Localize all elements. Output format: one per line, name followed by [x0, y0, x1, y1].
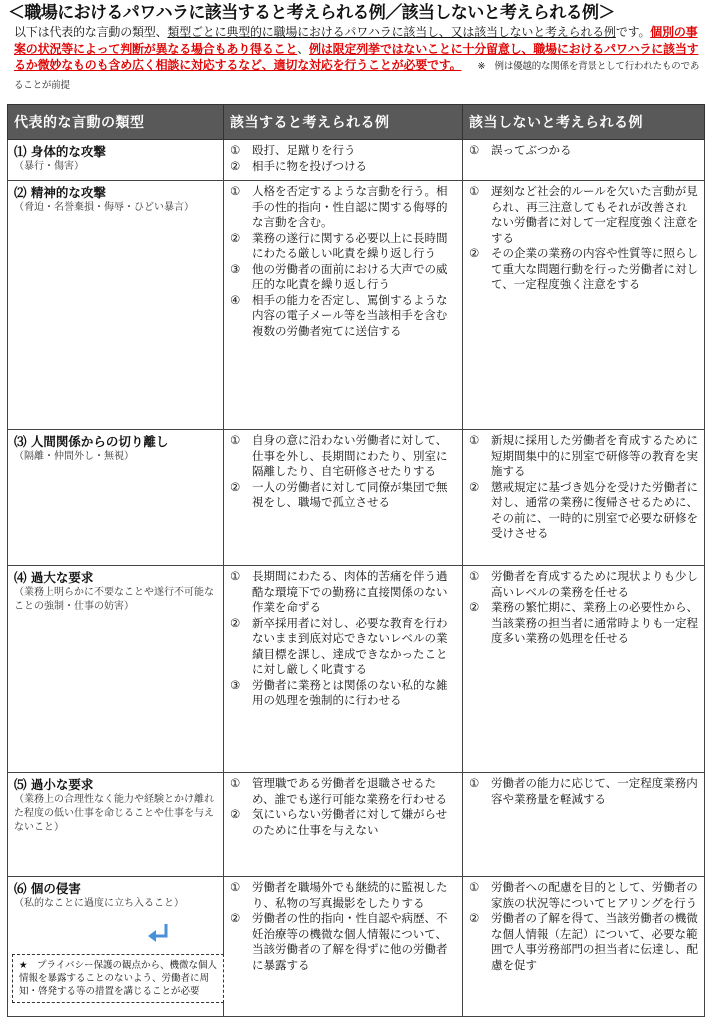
intro-paragraph	[14, 24, 700, 94]
applicable-cell	[224, 566, 463, 773]
list-item	[230, 480, 456, 511]
applicable-cell	[224, 877, 463, 1017]
item-text: 懲戒規定に基づき処分を受けた労働者に対し、通常の業務に復帰させるために、その前に、一時的に別室で必要な研修を受けさせる	[491, 479, 698, 540]
item-text: 労働者を職場外でも継続的に監視したり、私物の写真撮影をしたりする	[252, 880, 448, 910]
category-subtitle: （隔離・仲間外し・無視）	[14, 451, 134, 462]
item-text: 殴打、足蹴りを行う	[252, 143, 356, 157]
table-row	[8, 773, 705, 877]
table-row	[8, 140, 705, 181]
item-number: ②	[230, 807, 241, 821]
list-item	[469, 480, 698, 542]
item-text: 気にいらない労働者に対して嫌がらせのために仕事を与えない	[252, 807, 448, 837]
category-cell	[8, 181, 224, 430]
list-item	[230, 616, 456, 678]
table-header-row	[8, 105, 705, 140]
table-row	[8, 430, 705, 566]
item-number: ①	[230, 143, 241, 157]
list-item	[469, 184, 698, 246]
item-number: ②	[230, 911, 241, 925]
item-number: ③	[230, 261, 241, 276]
item-number: ②	[469, 246, 480, 260]
list-item	[230, 433, 456, 480]
examples-table	[7, 104, 705, 1017]
item-number: ①	[469, 776, 480, 790]
item-number: ①	[469, 433, 480, 447]
item-number: ①	[469, 184, 480, 198]
category-cell	[8, 773, 224, 877]
item-number: ②	[469, 479, 480, 494]
category-cell	[8, 430, 224, 566]
category-title: ⑴ 身体的な攻撃	[14, 144, 106, 159]
applicable-cell	[224, 140, 463, 181]
item-text: 業務の遂行に関する必要以上に長時間にわたる厳しい叱責を繰り返し行う	[252, 230, 448, 260]
applicable-cell	[224, 773, 463, 877]
intro-warning-2: 例は限定列挙ではないことに十分留意し、職場におけるパワハラに該当するか微妙なものも含め広く相談に対応するなど、適切な対応を行うことが必要です。	[14, 41, 699, 72]
item-text: 管理職である労働者を退職させるため、誰でも遂行可能な業務を行わせる	[252, 776, 448, 806]
item-text: 遅刻など社会的ルールを欠いた言動が見られ、再三注意してもそれが改善されない労働者に対して一定程度強く注意をする	[491, 184, 698, 245]
list-item	[469, 433, 698, 480]
item-text: 業務の繁忙期に、業務上の必要性から、当該業務の担当者に通常時よりも一定程度多い業務の処理を任せる	[491, 600, 698, 645]
item-number: ②	[230, 230, 241, 245]
header-applicable: 該当すると考えられる例	[224, 105, 463, 140]
list-item	[230, 807, 456, 838]
list-item	[469, 143, 698, 159]
applicable-cell	[224, 181, 463, 430]
list-item	[469, 600, 698, 647]
item-text: 労働者の性的指向・性自認や病歴、不妊治療等の機微な個人情報について、当該労働者の了解を得ずに他の労働者に暴露する	[252, 911, 448, 972]
item-number: ①	[469, 880, 480, 894]
not-applicable-cell	[463, 181, 705, 430]
item-text: 労働者の能力に応じて、一定程度業務内容や業務量を軽減する	[491, 776, 698, 806]
list-item	[230, 678, 456, 709]
list-item	[230, 159, 456, 175]
not-applicable-cell	[463, 140, 705, 181]
item-text: 人格を否定するような言動を行う。相手の性的指向・性自認に関する侮辱的な言動を含む。	[252, 184, 448, 229]
category-subtitle: （業務上明らかに不要なことや遂行不可能なことの強制・仕事の妨害）	[14, 587, 214, 612]
item-number: ①	[469, 569, 480, 583]
category-title: ⑶ 人間関係からの切り離し	[14, 434, 169, 449]
category-subtitle: （業務上の合理性なく能力や経験とかけ離れた程度の低い仕事を命じることや仕事を与えないこと）	[14, 794, 214, 833]
not-applicable-cell	[463, 566, 705, 773]
item-text: 新卒採用者に対し、必要な教育を行わないまま到底対応できないレベルの業績目標を課し、達成できなかったことに対し厳しく叱責する	[252, 615, 448, 676]
item-text: 自身の意に沿わない労働者に対して、仕事を外し、長期間にわたり、別室に隔離したり、自宅研修させたりする	[252, 433, 448, 478]
item-number: ②	[230, 479, 241, 494]
item-text: 新規に採用した労働者を育成するために短期間集中的に別室で研修等の教育を実施する	[491, 433, 698, 478]
category-title: ⑹ 個の侵害	[14, 881, 81, 896]
item-number: ③	[230, 677, 241, 692]
item-number: ①	[230, 569, 241, 583]
list-item	[230, 143, 456, 159]
category-title: ⑵ 精神的な攻撃	[14, 185, 106, 200]
category-cell	[8, 877, 224, 1017]
item-text: 他の労働者の面前における大声での威圧的な叱責を繰り返し行う	[252, 261, 448, 291]
table-row	[8, 566, 705, 773]
category-cell	[8, 566, 224, 773]
list-item	[469, 776, 698, 807]
item-text: 一人の労働者に対して同僚が集団で無視をし、職場で孤立させる	[252, 479, 448, 509]
item-number: ①	[469, 143, 480, 157]
category-cell	[8, 140, 224, 181]
header-category: 代表的な言動の類型	[8, 105, 224, 140]
intro-note: ※ 例は優越的な関係を背景として行われたものであることが前提	[14, 61, 700, 91]
intro-text-2: です。	[615, 25, 651, 39]
item-text: その企業の業務の内容や性質等に照らして重大な問題行動を行った労働者に対して、一定程度強く注意をする	[491, 246, 698, 291]
list-item	[230, 262, 456, 293]
category-title: ⑸ 過小な要求	[14, 777, 94, 792]
item-text: 労働者に業務とは関係のない私的な雑用の処理を強制的に行わせる	[252, 677, 448, 707]
page-title: ＜職場におけるパワハラに該当すると考えられる例／該当しないと考えられる例＞	[8, 3, 615, 23]
category-subtitle: （私的なことに過度に立ち入ること）	[14, 898, 184, 909]
table-row	[8, 877, 705, 1017]
category-title: ⑷ 過大な要求	[14, 570, 94, 585]
not-applicable-cell	[463, 773, 705, 877]
applicable-cell	[224, 430, 463, 566]
intro-text-3: 、	[297, 41, 310, 56]
item-number: ②	[230, 158, 241, 173]
list-item	[469, 880, 698, 911]
header-not-applicable: 該当しないと考えられる例	[463, 105, 705, 140]
list-item	[230, 911, 456, 973]
item-text: 労働者の了解を得て、当該労働者の機微な個人情報（左記）について、必要な範囲で人事労務部門の担当者に伝達し、配慮を促す	[491, 911, 698, 972]
item-number: ②	[469, 600, 480, 614]
intro-text-1: 以下は代表的な言動の類型、	[14, 25, 168, 39]
category-subtitle: （脅迫・名誉棄損・侮辱・ひどい暴言）	[14, 202, 194, 213]
item-number: ①	[230, 776, 241, 790]
item-text: 誤ってぶつかる	[491, 143, 572, 157]
item-number: ①	[230, 433, 241, 447]
item-number: ①	[230, 880, 241, 894]
list-item	[230, 184, 456, 231]
list-item	[230, 569, 456, 616]
list-item	[230, 776, 456, 807]
not-applicable-cell	[463, 430, 705, 566]
intro-text-underlined: 類型ごとに典型的に職場におけるパワハラに該当し、又は該当しないと考えられる例	[167, 25, 616, 39]
list-item	[469, 569, 698, 600]
item-number: ②	[230, 615, 241, 630]
list-item	[469, 246, 698, 293]
item-text: 相手の能力を否定し、罵倒するような内容の電子メール等を当該相手を含む複数の労働者宛てに送信する	[252, 292, 448, 338]
not-applicable-cell	[463, 877, 705, 1017]
list-item	[230, 293, 456, 340]
list-item	[469, 911, 698, 973]
arrow-down-icon	[146, 922, 170, 952]
item-number: ①	[230, 184, 241, 198]
list-item	[230, 880, 456, 911]
category-subtitle: （暴行・傷害）	[14, 161, 84, 172]
category-wrap	[14, 880, 218, 997]
item-number: ④	[230, 292, 241, 307]
item-text: 労働者への配慮を目的として、労働者の家族の状況等についてヒアリングを行う	[491, 880, 698, 910]
item-text: 長期間にわたる、肉体的苦痛を伴う過酷な環境下での勤務に直接関係のない作業を命ずる	[252, 569, 448, 614]
privacy-note: ★ プライバシー保護の観点から、機微な個人情報を暴露することのないよう、労働者に周知・啓発する等の措置を講じることが必要	[12, 954, 224, 1003]
table-row	[8, 181, 705, 430]
intro-warning-1: 個別の事案の状況等によって判断が異なる場合もあり得ること	[14, 25, 698, 56]
list-item	[230, 231, 456, 262]
item-text: 労働者を育成するために現状よりも少し高いレベルの業務を任せる	[491, 569, 698, 599]
item-number: ②	[469, 911, 480, 925]
item-text: 相手に物を投げつける	[252, 158, 367, 173]
